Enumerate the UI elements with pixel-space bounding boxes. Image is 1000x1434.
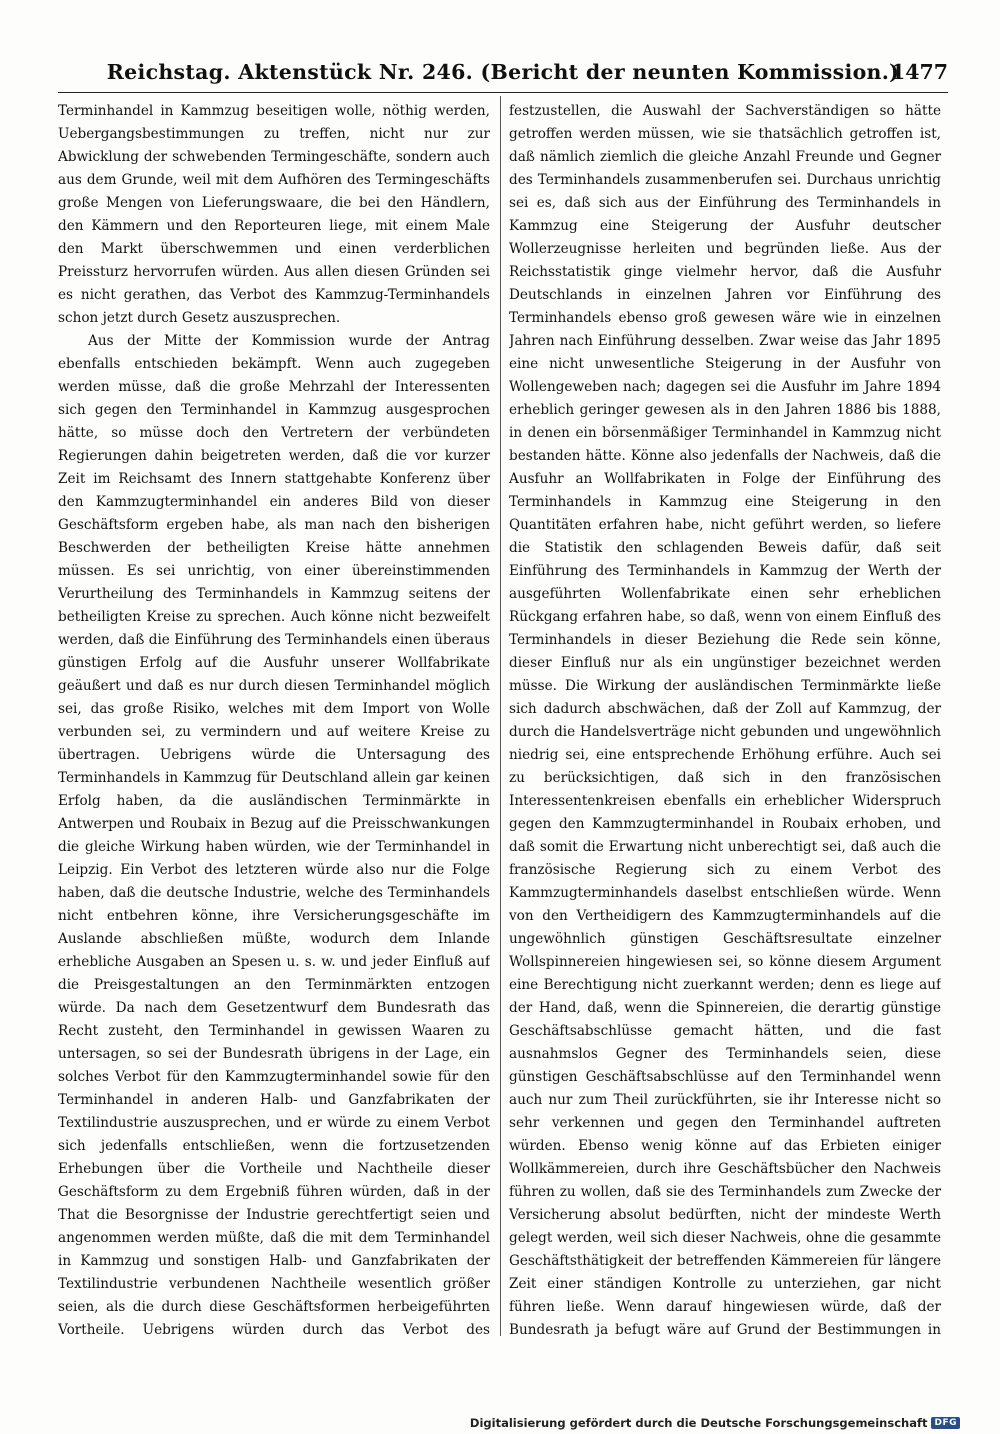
paragraph: festzustellen, die Auswahl der Sachverständigen so hätte getroffen werden müssen, wie sie thatsächlich getroffen ist, daß nämlich ziemlich die gleiche Anzahl Freunde und Gegner des Terminhandels zusammenberufen sei. Durchaus unrichtig sei es, daß sich aus der Einführung des Terminhandels in Kammzug eine Steigerung der Ausfuhr deutscher Wollerzeugnisse herleiten und begründen ließe. Aus der Reichsstatistik ginge vielmehr hervor, daß die Ausfuhr Deutschlands in einzelnen Jahren vor Einführung des Terminhandels ebenso groß gewesen wäre wie in einzelnen Jahren nach Einführung desselben. Zwar weise das Jahr 1895 eine nicht unwesentliche Steigerung in der Ausfuhr von Wollengeweben nach; dagegen sei die Ausfuhr im Jahre 1894 erheblich geringer gewesen als in den Jahren 1886 bis 1888, in denen ein börsenmäßiger Terminhandel in Kammzug nicht bestanden hätte. Könne also jedenfalls der Nachweis, daß die Ausfuhr an Wollfabrikaten in Folge der Einführung des Terminhandels in Kammzug eine Steigerung in den Quantitäten erfahren habe, nicht geführt werden, so liefere die Statistik den schlagenden Beweis dafür, daß seit Einführung des Terminhandels in Kammzug der Werth der ausgeführten Wollenfabrikate einen sehr erheblichen Rückgang erfahren habe, so daß, wenn von einem Einfluß des Terminhandels in dieser Beziehung die Rede sein könne, dieser Einfluß nur als ein ungünstiger bezeichnet werden müsse. Die Wirkung der ausländischen Terminmärkte ließe sich dadurch abschwächen, daß der Zoll auf Kammzug, der durch die Handelsverträge nicht gebunden und ungewöhnlich niedrig sei, eine entsprechende Erhöhung erführe. Auch sei zu berücksichtigen, daß sich in den französischen Interessentenkreisen ebenfalls ein erheblicher Widerspruch gegen den Kammzugterminhandel in Roubaix erhoben, und daß somit die Erwartung nicht unberechtigt sei, daß auch die französische Regierung sich zu einem Verbot des Kammzugterminhandels daselbst entschließen würde. Wenn von den Vertheidigern des Kammzugterminhandels auf die ungewöhnlich günstigen Geschäftsresultate einzelner Wollspinnereien hingewiesen sei, so könne diesem Argument eine Berechtigung nicht zuerkannt werden; denn es liege auf der Hand, daß, wenn die Spinnereien, die derartig günstige Geschäftsabschlüsse gemacht hätten, und die fast ausnahmslos Gegner des Terminhandels seien, diese günstigen Geschäftsabschlüsse auf den Terminhandel wenn auch nur zum Theil zurückführten, sie ihr Interesse nicht so sehr verkennen und gegen den Terminhandel auftreten würden. Ebenso wenig könne auf das Erbieten einiger Wollkämmereien, durch ihre Geschäftsbücher den Nachweis führen zu wollen, daß sie des Terminhandels zum Zwecke der Versicherung absolut bedürften, nicht der mindeste Werth gelegt werden, weil sich dieser Nachweis, ohne die gesammte Geschäftsthätigkeit der betreffenden Kämmereien für längere Zeit einer ständigen Kontrolle zu unterziehen, gar nicht führen ließe. Wenn darauf hingewiesen würde, daß der Bundesrath ja befugt wäre auf Grund der Bestimmungen in [509,103,941,1338]
page-title: Reichstag. Aktenstück Nr. 246. (Bericht der neunten Kommission.) [106,60,900,84]
page-number: 1477 [890,60,948,84]
column-divider [500,96,501,1336]
page-header [58,58,948,93]
footer-credit [470,1416,960,1430]
credit-text: Digitalisierung gefördert durch die Deutsche Forschungsgemeinschaft [469,1416,928,1430]
dfg-logo-icon: DFG [931,1417,960,1429]
right-column [509,100,941,1340]
paragraph: Aus der Mitte der Kommission wurde der Antrag ebenfalls entschieden bekämpft. Wenn auch zugegeben werden müsse, daß die große Mehrzahl der Interessenten sich gegen den Terminhandel in Kammzug ausgesprochen hätte, so müsse doch den Vertretern der verbündeten Regierungen dahin beigetreten werden, daß die vor kurzer Zeit im Reichsamt des Innern stattgehabte Konferenz über den Kammzugterminhandel ein anderes Bild von dieser Geschäftsform ergeben habe, als man nach den bisherigen Beschwerden der betheiligten Kreise hätte annehmen müssen. Es sei unrichtig, von einer übereinstimmenden Verurtheilung des Terminhandels in Kammzug seitens der betheiligten Kreise zu sprechen. Auch könne nicht bezweifelt werden, daß die Einführung des Terminhandels einen überaus günstigen Erfolg auf die Ausfuhr unserer Wollfabrikate geäußert und daß es nur durch diesen Terminhandel möglich sei, das große Risiko, welches mit dem Import von Wolle verbunden sei, zu vermindern und auf weitere Kreise zu übertragen. Uebrigens würde die Untersagung des Terminhandels in Kammzug für Deutschland allein gar keinen Erfolg haben, da die ausländischen Terminmärkte in Antwerpen und Roubaix in Bezug auf die Preisschwankungen die gleiche Wirkung haben würden, wie der Terminhandel in Leipzig. Ein Verbot des letzteren würde also nur die Folge haben, daß die deutsche Industrie, welche des Terminhandels nicht entbehren könne, ihre Versicherungsgeschäfte im Auslande abschließen müßte, wodurch dem Inlande erhebliche Ausgaben an Spesen u. s. w. und jeder Einfluß auf die Preisgestaltungen an den Terminmärkten entzogen würde. Da nach dem Gesetzentwurf dem Bundesrath das Recht zusteht, den Terminhandel in gewissen Waaren zu untersagen, so sei der Bundesrath übrigens in der Lage, ein solches Verbot für den Kammzugterminhandel sowie für den Terminhandel in anderen Halb- und Ganzfabrikaten der Textilindustrie auszusprechen, und er würde zu einem Verbot sich jedenfalls entschließen, wenn die fortzusetzenden Erhebungen über die Vortheile und Nachtheile dieser Geschäftsform zu dem Ergebniß führen würden, daß in der That die Besorgnisse der Industrie gerechtfertigt seien und angenommen werden müßte, daß die mit dem Terminhandel in Kammzug und sonstigen Halb- und Ganzfabrikaten der Textilindustrie verbundenen Nachtheile wesentlich größer seien, als die durch diese Geschäftsformen herbeigeführten Vortheile. Uebrigens würden durch das Verbot des [58,333,490,1338]
paragraph: Terminhandel in Kammzug beseitigen wolle, nöthig werden, Uebergangsbestimmungen zu treffen, nicht nur zur Abwicklung der schwebenden Termingeschäfte, sondern auch aus dem Grunde, weil mit dem Aufhören des Termingeschäfts große Mengen von Lieferungswaare, die bei den Händlern, den Kämmern und den Reporteuren liege, mit einem Male den Markt überschwemmen und einen verderblichen Preissturz hervorrufen würden. Aus allen diesen Gründen sei es nicht gerathen, das Verbot des Kammzug-Terminhandels schon jetzt durch Gesetz auszusprechen. [58,103,490,326]
left-column [58,100,490,1340]
